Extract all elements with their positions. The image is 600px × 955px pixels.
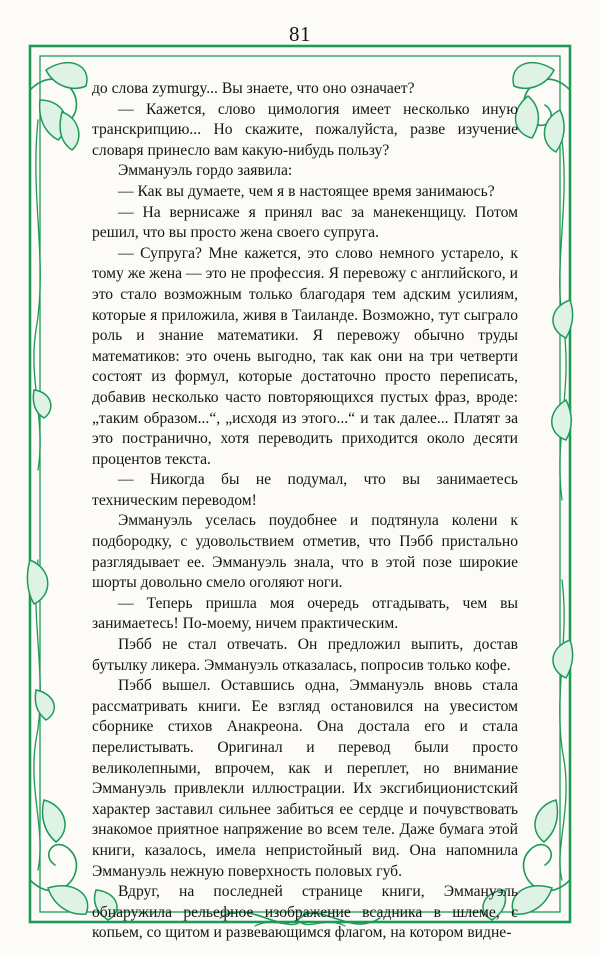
leaf-icon: [544, 110, 564, 152]
page-text: [92, 79, 518, 942]
paragraph: — Как вы думаете, чем я в настоящее время занимаюсь?: [118, 182, 495, 200]
left-vine: [34, 120, 40, 470]
leaf-icon: [512, 886, 552, 915]
leaf-icon: [552, 400, 572, 440]
leaf-icon: [27, 560, 47, 604]
page-number: 81: [289, 22, 311, 46]
paragraph: — Теперь пришла моя очередь отгадывать, чем вы занимаетесь! По-моему, ничем практическим.: [92, 594, 518, 633]
leaf-icon: [60, 112, 79, 150]
leaf-icon: [535, 800, 558, 842]
leaf-icon: [46, 63, 87, 89]
paragraph: — Супруга? Мне кажется, это слово немного устарело, к тому же жена — это не профессия. Я перевожу с английского, и это стало возможным только благодаря тем адским усилиям, которые я приложила, живя в Таиланде. Возможно, тут сыграло роль и знание математики. Я перевожу обычно труды математиков: это очень выгодно, так как они на три четверти состоят из формул, которые достаточно просто переписать, добавив несколько часто повторяющихся пустых фраз, вроде: „таким образом...“, „исходя из этого...“ и так далее... Платят за это постранично, хотя переводить приходится около десяти процентов текста.: [92, 244, 518, 468]
leaf-icon: [48, 886, 88, 915]
leaf-icon: [33, 390, 51, 418]
paragraph: Вдруг, на последней странице книги, Эммануэль обнаружила рельефное изображение всадника в шлеме, с копьем, со щитом и развевающимся флагом, на котором видне-: [92, 883, 518, 942]
leaf-icon: [43, 800, 66, 842]
leaf-icon: [35, 690, 54, 720]
leaf-icon: [513, 63, 554, 89]
paragraph: — На вернисаже я принял вас за манекенщицу. Потом решил, что вы просто жена своего супруга.: [92, 203, 518, 242]
corner-bottom-left: [30, 845, 76, 891]
paragraph: Эммануэль уселась поудобнее и подтянула колени к подбородку, с удовольствием отметив, что Пэбб пристально разглядывает ее. Эммануэль знала, что в этой позе широкие шорты довольно смело оголяют ноги.: [92, 512, 518, 592]
paragraph: Эммануэль гордо заявила:: [118, 162, 293, 180]
corner-bottom-right: [524, 845, 570, 891]
paragraph: — Никогда бы не подумал, что вы занимаетесь техническим переводом!: [92, 471, 518, 509]
leaf-icon: [516, 96, 539, 138]
paragraph: — Кажется, слово цимология имеет несколько иную транскрипцию... Но скажите, пожалуйста, разве изучение словаря принесло вам какую-нибудь пользу?: [92, 100, 518, 159]
paragraph: Пэбб не стал отвечать. Он предложил выпить, достав бутылку ликера. Эммануэль отказалась, попросив только кофе.: [92, 636, 518, 674]
paragraph: Пэбб вышел. Оставшись одна, Эммануэль вновь стала рассматривать книги. Ее взгляд остановился на увесистом сборнике стихов Анакреона. Она достала его и стала перелистывать. Оригинал и перевод были просто великолепными, впрочем, как и переплет, но внимание Эммануэль привлекли иллюстрации. Их эксгибиционистский характер заставил сильнее забиться ее сердце и почувствовать знакомое приятное напряжение во всем теле. Даже бумага этой книги, казалось, имела непристойный вид. Она напомнила Эммануэль нежную поверхность половых губ.: [92, 677, 518, 880]
paragraph: до слова zymurgy... Вы знаете, что оно означает?: [92, 80, 415, 97]
